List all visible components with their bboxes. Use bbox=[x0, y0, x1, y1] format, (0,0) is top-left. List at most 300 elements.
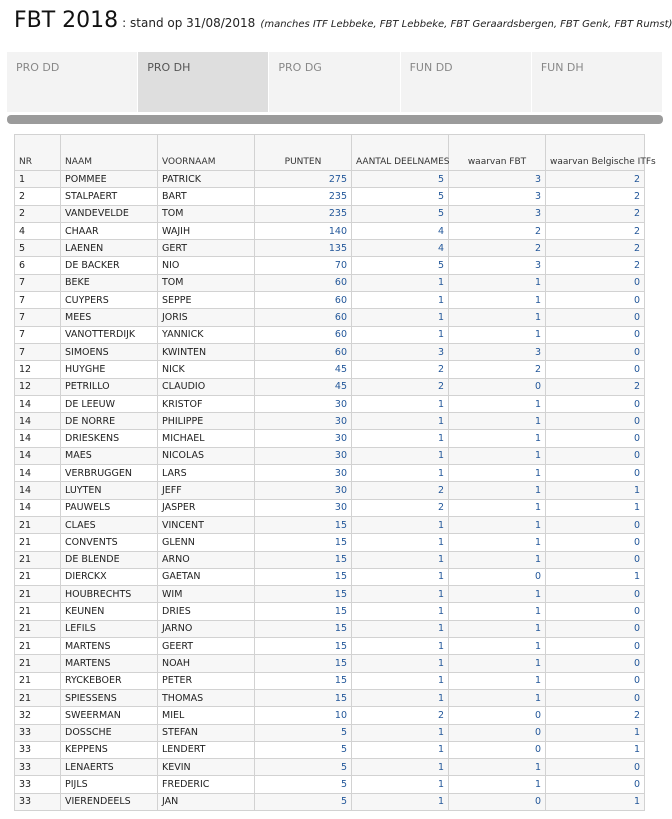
header-nr: NR bbox=[15, 135, 61, 171]
cell-nr: 21 bbox=[15, 586, 61, 603]
cell-deelnames: 1 bbox=[352, 309, 449, 326]
cell-voornaam: NOAH bbox=[158, 655, 255, 672]
table-row bbox=[15, 759, 645, 776]
cell-itf: 0 bbox=[546, 603, 645, 620]
cell-punten: 5 bbox=[255, 776, 352, 793]
cell-voornaam: SEPPE bbox=[158, 292, 255, 309]
table-row bbox=[15, 465, 645, 482]
cell-voornaam: GEERT bbox=[158, 638, 255, 655]
table-row bbox=[15, 188, 645, 205]
cell-itf: 2 bbox=[546, 378, 645, 395]
cell-naam: CLAES bbox=[61, 516, 158, 533]
cell-fbt: 1 bbox=[449, 603, 546, 620]
cell-fbt: 1 bbox=[449, 655, 546, 672]
table-row bbox=[15, 707, 645, 724]
cell-itf: 0 bbox=[546, 586, 645, 603]
cell-deelnames: 2 bbox=[352, 361, 449, 378]
table-row bbox=[15, 793, 645, 810]
cell-punten: 15 bbox=[255, 655, 352, 672]
cell-itf: 1 bbox=[546, 568, 645, 585]
cell-nr: 33 bbox=[15, 741, 61, 758]
cell-fbt: 3 bbox=[449, 171, 546, 188]
table-row bbox=[15, 741, 645, 758]
cell-punten: 5 bbox=[255, 759, 352, 776]
cell-deelnames: 1 bbox=[352, 465, 449, 482]
table-row bbox=[15, 274, 645, 291]
cell-deelnames: 1 bbox=[352, 638, 449, 655]
cell-deelnames: 1 bbox=[352, 689, 449, 706]
table-row bbox=[15, 413, 645, 430]
cell-nr: 5 bbox=[15, 240, 61, 257]
cell-nr: 7 bbox=[15, 343, 61, 360]
cell-fbt: 3 bbox=[449, 205, 546, 222]
cell-punten: 15 bbox=[255, 568, 352, 585]
cell-itf: 0 bbox=[546, 361, 645, 378]
cell-deelnames: 1 bbox=[352, 516, 449, 533]
cell-deelnames: 1 bbox=[352, 741, 449, 758]
cell-itf: 1 bbox=[546, 741, 645, 758]
cell-punten: 15 bbox=[255, 534, 352, 551]
cell-itf: 0 bbox=[546, 759, 645, 776]
header-itf: waarvan Belgische ITFs bbox=[546, 135, 645, 171]
header-voornaam: VOORNAAM bbox=[158, 135, 255, 171]
cell-fbt: 1 bbox=[449, 326, 546, 343]
cell-nr: 2 bbox=[15, 188, 61, 205]
cell-fbt: 1 bbox=[449, 395, 546, 412]
cell-itf: 0 bbox=[546, 534, 645, 551]
cell-naam: STALPAERT bbox=[61, 188, 158, 205]
cell-fbt: 1 bbox=[449, 292, 546, 309]
cell-deelnames: 1 bbox=[352, 292, 449, 309]
cell-naam: VANDEVELDE bbox=[61, 205, 158, 222]
horizontal-scrollbar[interactable] bbox=[7, 115, 663, 124]
cell-fbt: 2 bbox=[449, 361, 546, 378]
cell-punten: 60 bbox=[255, 309, 352, 326]
cell-voornaam: JASPER bbox=[158, 499, 255, 516]
cell-deelnames: 1 bbox=[352, 413, 449, 430]
cell-naam: DE BLENDE bbox=[61, 551, 158, 568]
cell-itf: 0 bbox=[546, 551, 645, 568]
cell-naam: SPIESSENS bbox=[61, 689, 158, 706]
cell-itf: 0 bbox=[546, 776, 645, 793]
cell-itf: 0 bbox=[546, 343, 645, 360]
header-fbt: waarvan FBT bbox=[449, 135, 546, 171]
cell-punten: 5 bbox=[255, 793, 352, 810]
cell-deelnames: 1 bbox=[352, 551, 449, 568]
cell-voornaam: KWINTEN bbox=[158, 343, 255, 360]
cell-nr: 33 bbox=[15, 724, 61, 741]
cell-deelnames: 5 bbox=[352, 171, 449, 188]
cell-naam: MEES bbox=[61, 309, 158, 326]
cell-itf: 0 bbox=[546, 672, 645, 689]
cell-punten: 15 bbox=[255, 689, 352, 706]
cell-naam: RYCKEBOER bbox=[61, 672, 158, 689]
cell-deelnames: 1 bbox=[352, 326, 449, 343]
cell-nr: 21 bbox=[15, 534, 61, 551]
cell-fbt: 0 bbox=[449, 724, 546, 741]
cell-fbt: 3 bbox=[449, 257, 546, 274]
cell-nr: 14 bbox=[15, 395, 61, 412]
cell-voornaam: LARS bbox=[158, 465, 255, 482]
cell-punten: 5 bbox=[255, 724, 352, 741]
cell-voornaam: NIO bbox=[158, 257, 255, 274]
ranking-table bbox=[14, 134, 656, 811]
cell-nr: 32 bbox=[15, 707, 61, 724]
cell-voornaam: THOMAS bbox=[158, 689, 255, 706]
cell-itf: 0 bbox=[546, 326, 645, 343]
tab-pro-dd[interactable]: PRO DD bbox=[7, 52, 138, 112]
cell-deelnames: 1 bbox=[352, 447, 449, 464]
cell-itf: 0 bbox=[546, 395, 645, 412]
cell-naam: SWEERMAN bbox=[61, 707, 158, 724]
cell-fbt: 3 bbox=[449, 188, 546, 205]
cell-naam: DOSSCHE bbox=[61, 724, 158, 741]
cell-naam: CHAAR bbox=[61, 222, 158, 239]
cell-itf: 0 bbox=[546, 620, 645, 637]
cell-punten: 30 bbox=[255, 482, 352, 499]
cell-itf: 0 bbox=[546, 465, 645, 482]
page-subtitle: : stand op 31/08/2018 bbox=[122, 16, 256, 30]
cell-itf: 0 bbox=[546, 655, 645, 672]
cell-deelnames: 1 bbox=[352, 793, 449, 810]
table-row bbox=[15, 171, 645, 188]
cell-deelnames: 5 bbox=[352, 188, 449, 205]
cell-voornaam: GLENN bbox=[158, 534, 255, 551]
cell-naam: VIERENDEELS bbox=[61, 793, 158, 810]
cell-itf: 0 bbox=[546, 292, 645, 309]
cell-itf: 0 bbox=[546, 516, 645, 533]
cell-nr: 7 bbox=[15, 292, 61, 309]
cell-itf: 2 bbox=[546, 240, 645, 257]
cell-fbt: 1 bbox=[449, 586, 546, 603]
cell-naam: BEKE bbox=[61, 274, 158, 291]
table-header-row bbox=[15, 135, 645, 171]
cell-fbt: 1 bbox=[449, 499, 546, 516]
cell-naam: DRIESKENS bbox=[61, 430, 158, 447]
cell-naam: MAES bbox=[61, 447, 158, 464]
cell-itf: 2 bbox=[546, 188, 645, 205]
cell-punten: 15 bbox=[255, 620, 352, 637]
ranking-table-body bbox=[15, 171, 645, 811]
cell-punten: 15 bbox=[255, 551, 352, 568]
cell-punten: 60 bbox=[255, 326, 352, 343]
page-title: FBT 2018 bbox=[14, 8, 119, 33]
cell-nr: 14 bbox=[15, 465, 61, 482]
cell-naam: VANOTTERDIJK bbox=[61, 326, 158, 343]
table-row bbox=[15, 240, 645, 257]
table-row bbox=[15, 309, 645, 326]
table-row bbox=[15, 620, 645, 637]
cell-nr: 21 bbox=[15, 603, 61, 620]
cell-punten: 30 bbox=[255, 447, 352, 464]
cell-nr: 14 bbox=[15, 430, 61, 447]
cell-nr: 33 bbox=[15, 776, 61, 793]
cell-deelnames: 2 bbox=[352, 378, 449, 395]
cell-deelnames: 1 bbox=[352, 568, 449, 585]
cell-fbt: 1 bbox=[449, 776, 546, 793]
cell-naam: PAUWELS bbox=[61, 499, 158, 516]
cell-voornaam: GAETAN bbox=[158, 568, 255, 585]
cell-itf: 1 bbox=[546, 482, 645, 499]
cell-voornaam: DRIES bbox=[158, 603, 255, 620]
cell-deelnames: 4 bbox=[352, 240, 449, 257]
cell-itf: 2 bbox=[546, 171, 645, 188]
cell-deelnames: 1 bbox=[352, 724, 449, 741]
cell-fbt: 1 bbox=[449, 516, 546, 533]
table-row bbox=[15, 222, 645, 239]
cell-nr: 14 bbox=[15, 499, 61, 516]
table-row bbox=[15, 326, 645, 343]
cell-punten: 5 bbox=[255, 741, 352, 758]
cell-fbt: 1 bbox=[449, 274, 546, 291]
cell-itf: 0 bbox=[546, 689, 645, 706]
cell-deelnames: 4 bbox=[352, 222, 449, 239]
cell-nr: 14 bbox=[15, 447, 61, 464]
tab-pro-dh[interactable]: PRO DH bbox=[138, 52, 269, 112]
cell-fbt: 1 bbox=[449, 620, 546, 637]
cell-voornaam: JARNO bbox=[158, 620, 255, 637]
cell-voornaam: NICOLAS bbox=[158, 447, 255, 464]
tournament-sources: (manches ITF Lebbeke, FBT Lebbeke, FBT Geraardsbergen, FBT Genk, FBT Rumst) bbox=[260, 19, 672, 30]
cell-naam: SIMOENS bbox=[61, 343, 158, 360]
cell-naam: MARTENS bbox=[61, 655, 158, 672]
cell-naam: DE LEEUW bbox=[61, 395, 158, 412]
cell-naam: CONVENTS bbox=[61, 534, 158, 551]
cell-nr: 21 bbox=[15, 551, 61, 568]
cell-punten: 10 bbox=[255, 707, 352, 724]
header-deelnames: AANTAL DEELNAMES bbox=[352, 135, 449, 171]
cell-naam: LAENEN bbox=[61, 240, 158, 257]
tab-fun-dd[interactable]: FUN DD bbox=[401, 52, 532, 112]
cell-itf: 1 bbox=[546, 499, 645, 516]
cell-voornaam: YANNICK bbox=[158, 326, 255, 343]
cell-nr: 12 bbox=[15, 378, 61, 395]
cell-voornaam: JEFF bbox=[158, 482, 255, 499]
cell-naam: PIJLS bbox=[61, 776, 158, 793]
cell-punten: 15 bbox=[255, 603, 352, 620]
cell-fbt: 1 bbox=[449, 672, 546, 689]
cell-fbt: 0 bbox=[449, 378, 546, 395]
cell-voornaam: TOM bbox=[158, 205, 255, 222]
cell-itf: 1 bbox=[546, 724, 645, 741]
cell-voornaam: NICK bbox=[158, 361, 255, 378]
cell-itf: 2 bbox=[546, 222, 645, 239]
cell-fbt: 3 bbox=[449, 343, 546, 360]
cell-deelnames: 2 bbox=[352, 499, 449, 516]
cell-deelnames: 2 bbox=[352, 707, 449, 724]
cell-fbt: 1 bbox=[449, 638, 546, 655]
cell-itf: 0 bbox=[546, 638, 645, 655]
cell-nr: 6 bbox=[15, 257, 61, 274]
cell-fbt: 1 bbox=[449, 551, 546, 568]
table-row bbox=[15, 292, 645, 309]
cell-punten: 275 bbox=[255, 171, 352, 188]
cell-itf: 1 bbox=[546, 793, 645, 810]
cell-fbt: 2 bbox=[449, 240, 546, 257]
cell-punten: 30 bbox=[255, 395, 352, 412]
cell-fbt: 0 bbox=[449, 793, 546, 810]
table-row bbox=[15, 551, 645, 568]
cell-punten: 15 bbox=[255, 586, 352, 603]
cell-punten: 45 bbox=[255, 361, 352, 378]
cell-fbt: 2 bbox=[449, 222, 546, 239]
cell-nr: 14 bbox=[15, 413, 61, 430]
cell-naam: KEUNEN bbox=[61, 603, 158, 620]
cell-nr: 1 bbox=[15, 171, 61, 188]
cell-itf: 0 bbox=[546, 447, 645, 464]
table-row bbox=[15, 568, 645, 585]
table-row bbox=[15, 499, 645, 516]
cell-fbt: 1 bbox=[449, 430, 546, 447]
cell-voornaam: ARNO bbox=[158, 551, 255, 568]
cell-nr: 21 bbox=[15, 672, 61, 689]
cell-punten: 235 bbox=[255, 205, 352, 222]
cell-fbt: 0 bbox=[449, 741, 546, 758]
cell-voornaam: BART bbox=[158, 188, 255, 205]
table-row bbox=[15, 361, 645, 378]
cell-fbt: 0 bbox=[449, 568, 546, 585]
header-punten: PUNTEN bbox=[255, 135, 352, 171]
cell-nr: 21 bbox=[15, 689, 61, 706]
cell-deelnames: 1 bbox=[352, 274, 449, 291]
cell-voornaam: MIEL bbox=[158, 707, 255, 724]
table-row bbox=[15, 205, 645, 222]
cell-nr: 7 bbox=[15, 326, 61, 343]
header-naam: NAAM bbox=[61, 135, 158, 171]
cell-deelnames: 2 bbox=[352, 482, 449, 499]
cell-voornaam: VINCENT bbox=[158, 516, 255, 533]
cell-punten: 60 bbox=[255, 292, 352, 309]
cell-voornaam: GERT bbox=[158, 240, 255, 257]
cell-nr: 2 bbox=[15, 205, 61, 222]
cell-deelnames: 1 bbox=[352, 759, 449, 776]
table-row bbox=[15, 724, 645, 741]
cell-deelnames: 3 bbox=[352, 343, 449, 360]
cell-fbt: 1 bbox=[449, 309, 546, 326]
cell-punten: 135 bbox=[255, 240, 352, 257]
cell-itf: 2 bbox=[546, 205, 645, 222]
cell-deelnames: 5 bbox=[352, 205, 449, 222]
cell-punten: 30 bbox=[255, 465, 352, 482]
cell-voornaam: CLAUDIO bbox=[158, 378, 255, 395]
cell-voornaam: PETER bbox=[158, 672, 255, 689]
cell-nr: 14 bbox=[15, 482, 61, 499]
cell-nr: 21 bbox=[15, 638, 61, 655]
table-row bbox=[15, 257, 645, 274]
cell-itf: 0 bbox=[546, 430, 645, 447]
cell-naam: DE BACKER bbox=[61, 257, 158, 274]
cell-deelnames: 5 bbox=[352, 257, 449, 274]
cell-naam: MARTENS bbox=[61, 638, 158, 655]
cell-deelnames: 1 bbox=[352, 776, 449, 793]
cell-voornaam: JORIS bbox=[158, 309, 255, 326]
cell-voornaam: KEVIN bbox=[158, 759, 255, 776]
cell-itf: 2 bbox=[546, 257, 645, 274]
cell-nr: 21 bbox=[15, 620, 61, 637]
cell-naam: HOUBRECHTS bbox=[61, 586, 158, 603]
page-header bbox=[14, 8, 672, 33]
cell-fbt: 1 bbox=[449, 689, 546, 706]
cell-naam: CUYPERS bbox=[61, 292, 158, 309]
cell-punten: 60 bbox=[255, 274, 352, 291]
cell-nr: 33 bbox=[15, 759, 61, 776]
cell-punten: 15 bbox=[255, 516, 352, 533]
cell-naam: KEPPENS bbox=[61, 741, 158, 758]
cell-voornaam: JAN bbox=[158, 793, 255, 810]
cell-deelnames: 1 bbox=[352, 620, 449, 637]
table-row bbox=[15, 516, 645, 533]
table-row bbox=[15, 482, 645, 499]
cell-naam: VERBRUGGEN bbox=[61, 465, 158, 482]
cell-nr: 21 bbox=[15, 655, 61, 672]
cell-naam: DIERCKX bbox=[61, 568, 158, 585]
cell-voornaam: STEFAN bbox=[158, 724, 255, 741]
table-row bbox=[15, 378, 645, 395]
cell-deelnames: 1 bbox=[352, 586, 449, 603]
table-row bbox=[15, 395, 645, 412]
cell-voornaam: PATRICK bbox=[158, 171, 255, 188]
tab-pro-dg[interactable]: PRO DG bbox=[269, 52, 400, 112]
cell-punten: 140 bbox=[255, 222, 352, 239]
cell-fbt: 0 bbox=[449, 707, 546, 724]
cell-nr: 7 bbox=[15, 309, 61, 326]
cell-voornaam: KRISTOF bbox=[158, 395, 255, 412]
tab-fun-dh[interactable]: FUN DH bbox=[532, 52, 663, 112]
cell-nr: 21 bbox=[15, 568, 61, 585]
cell-punten: 30 bbox=[255, 430, 352, 447]
cell-voornaam: LENDERT bbox=[158, 741, 255, 758]
table-row bbox=[15, 430, 645, 447]
cell-punten: 45 bbox=[255, 378, 352, 395]
table-row bbox=[15, 689, 645, 706]
cell-fbt: 1 bbox=[449, 482, 546, 499]
cell-punten: 30 bbox=[255, 413, 352, 430]
cell-voornaam: TOM bbox=[158, 274, 255, 291]
cell-punten: 60 bbox=[255, 343, 352, 360]
cell-voornaam: MICHAEL bbox=[158, 430, 255, 447]
table-row bbox=[15, 603, 645, 620]
table-row bbox=[15, 447, 645, 464]
cell-naam: LEFILS bbox=[61, 620, 158, 637]
cell-naam: LENAERTS bbox=[61, 759, 158, 776]
cell-naam: LUYTEN bbox=[61, 482, 158, 499]
cell-itf: 0 bbox=[546, 309, 645, 326]
cell-naam: POMMEE bbox=[61, 171, 158, 188]
cell-punten: 235 bbox=[255, 188, 352, 205]
category-tabs bbox=[7, 52, 663, 112]
cell-deelnames: 1 bbox=[352, 534, 449, 551]
cell-deelnames: 1 bbox=[352, 655, 449, 672]
cell-nr: 4 bbox=[15, 222, 61, 239]
table-row bbox=[15, 638, 645, 655]
cell-itf: 0 bbox=[546, 274, 645, 291]
cell-deelnames: 1 bbox=[352, 395, 449, 412]
cell-naam: HUYGHE bbox=[61, 361, 158, 378]
table-row bbox=[15, 534, 645, 551]
table-row bbox=[15, 343, 645, 360]
table-row bbox=[15, 586, 645, 603]
cell-nr: 33 bbox=[15, 793, 61, 810]
cell-fbt: 1 bbox=[449, 413, 546, 430]
table-row bbox=[15, 655, 645, 672]
cell-voornaam: FREDERIC bbox=[158, 776, 255, 793]
cell-fbt: 1 bbox=[449, 759, 546, 776]
cell-voornaam: WIM bbox=[158, 586, 255, 603]
cell-punten: 70 bbox=[255, 257, 352, 274]
cell-itf: 0 bbox=[546, 413, 645, 430]
cell-punten: 15 bbox=[255, 638, 352, 655]
cell-deelnames: 1 bbox=[352, 430, 449, 447]
